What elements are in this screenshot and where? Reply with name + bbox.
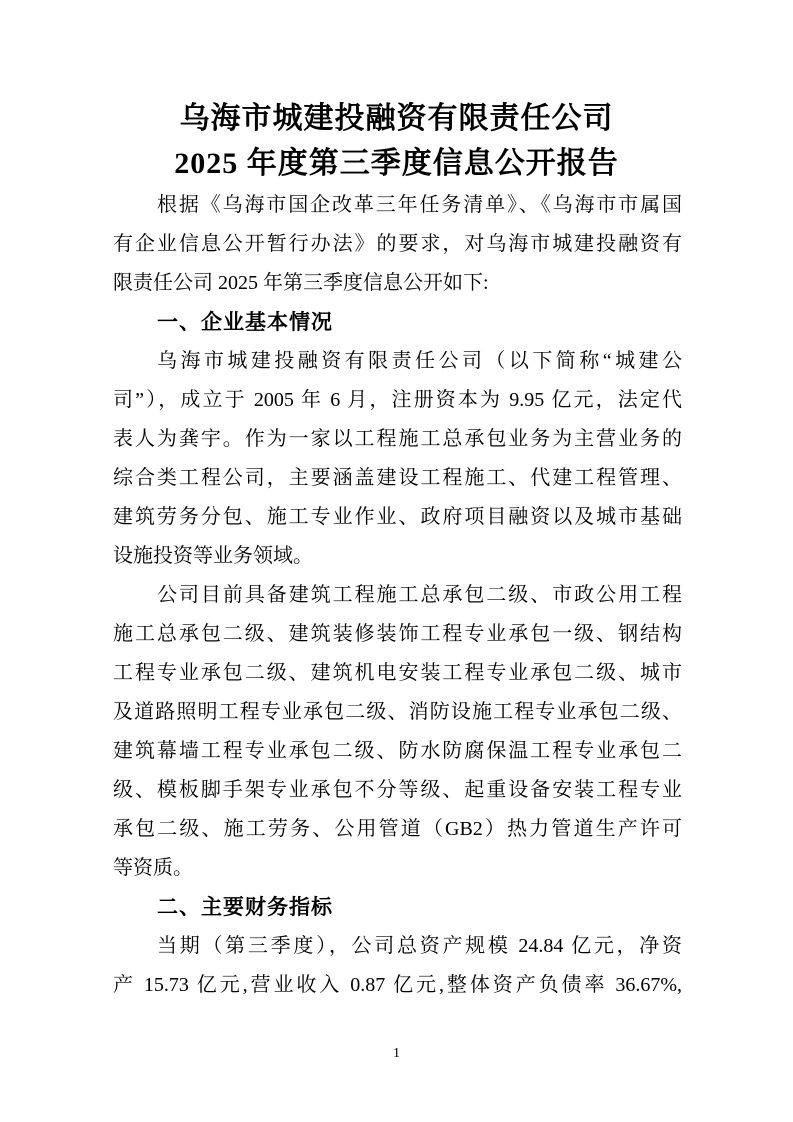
paragraph-line: 限责任公司 2025 年第三季度信息公开如下:: [113, 272, 489, 294]
paragraph-line: 工程专业承包二级、建筑机电安装工程专业承包二级、城市: [113, 662, 682, 684]
paragraph-line: 综合类工程公司，主要涵盖建设工程施工、代建工程管理、: [113, 467, 682, 489]
paragraph-line: 根据《乌海市国企改革三年任务清单》、《乌海市市属国: [157, 194, 682, 216]
document-title-line-1: 乌海市城建投融资有限责任公司: [179, 102, 614, 135]
paragraph-line: 公司目前具备建筑工程施工总承包二级、市政公用工程: [157, 584, 682, 606]
document-title: [0, 0, 793, 186]
document-body: [113, 186, 682, 1005]
paragraph-line: 当期（第三季度），公司总资产规模 24.84 亿元，净资: [157, 935, 682, 957]
section-heading-company-profile: 一、企业基本情况: [157, 311, 333, 334]
paragraph-line: 施工总承包二级、建筑装修装饰工程专业承包一级、钢结构: [113, 623, 682, 645]
paragraph-line: 设施投资等业务领域。: [113, 545, 313, 567]
paragraph-line: 承包二级、施工劳务、公用管道（GB2）热力管道生产许可: [113, 818, 682, 840]
paragraph-line: 产 15.73 亿元,营业收入 0.87 亿元,整体资产负债率 36.67%,: [113, 974, 682, 996]
section-heading-financial-indicators: 二、主要财务指标: [157, 896, 333, 919]
document-title-line-2: 2025 年度第三季度信息公开报告: [174, 147, 619, 180]
paragraph-line: 乌海市城建投融资有限责任公司（以下简称“城建公: [157, 350, 682, 372]
paragraph-line: 表人为龚宇。作为一家以工程施工总承包业务为主营业务的: [113, 428, 682, 450]
paragraph-line: 有企业信息公开暂行办法》的要求，对乌海市城建投融资有: [113, 233, 682, 255]
paragraph-line: 司”），成立于 2005 年 6 月，注册资本为 9.95 亿元，法定代: [113, 389, 682, 411]
paragraph-line: 及道路照明工程专业承包二级、消防设施工程专业承包二级、: [113, 701, 682, 723]
paragraph-line: 级、模板脚手架专业承包不分等级、起重设备安装工程专业: [113, 779, 682, 801]
paragraph-line: 建筑幕墙工程专业承包二级、防水防腐保温工程专业承包二: [113, 740, 682, 762]
page-number: 1: [393, 1046, 400, 1061]
paragraph-line: 等资质。: [113, 857, 193, 879]
paragraph-line: 建筑劳务分包、施工专业作业、政府项目融资以及城市基础: [113, 506, 682, 528]
